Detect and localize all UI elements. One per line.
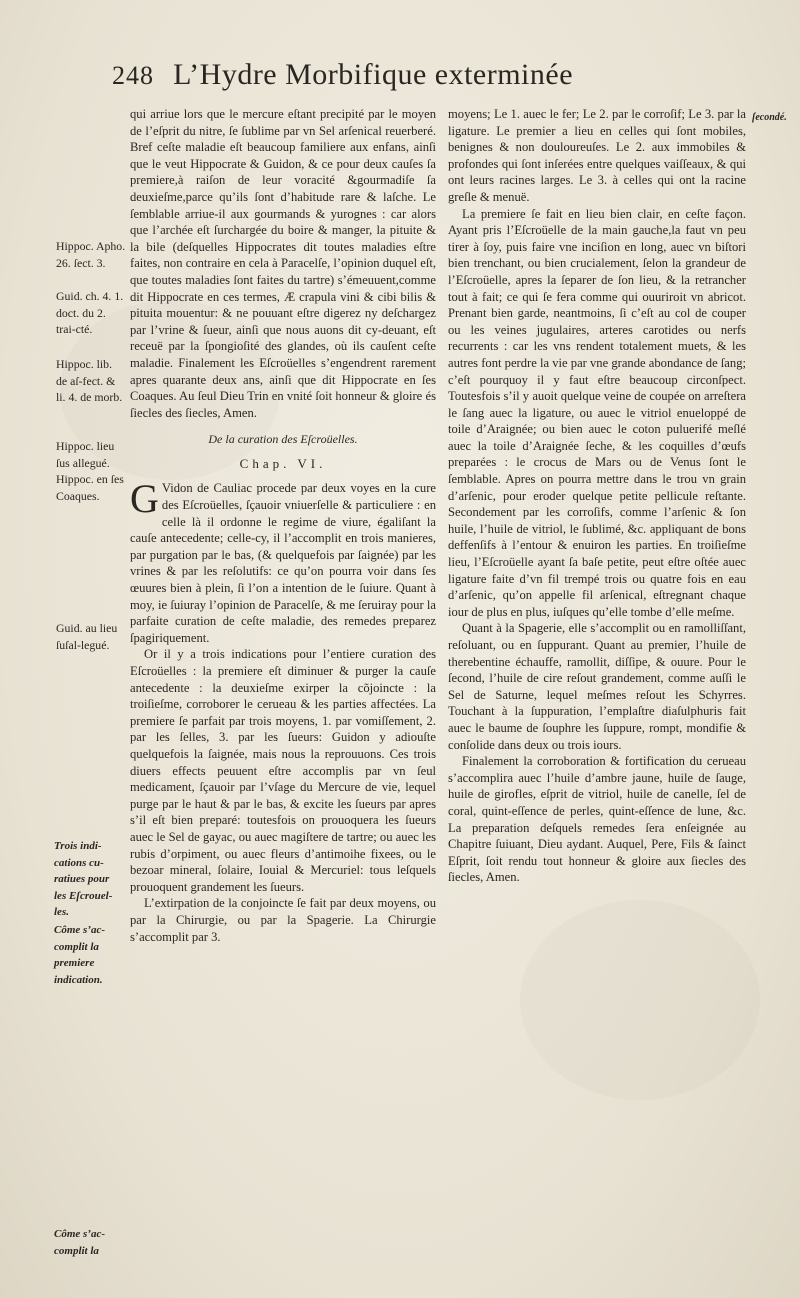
margin-note: Côme s’ac-complit la premiere indication. [54,924,106,986]
paragraph: La premiere ſe fait en lieu bien clair, en ceſte façon. Ayant pris l’Eſcroüelle de la main gauche,la faut vn peu tirer à ſoy, puis faire vne inciſion en long, auec vn biſtori bien trenchant, ou bien crucialement, ſelon la grandeur de l’Eſcroüelle, apres la ſeparer de ſon lieu, & la retrancher tout à fait; ce qui ſe fera comme qui ouuriroit vn abricot. Prenant bien garde, neantmoins, ſi c’eſt au col de couper ou les veines jugulaires, arteres carotides ou nerfs recurrents : car les vns rendent totalement muets, & les autres font perdre la vie par vne grande abondance de ſang; c’eſt pourquoy il y faut eſtre beaucoup circonſpect. Toutesfois s’il y auoit quelque veine de coupée on arreſtera le ſang auec la ligature, ou auec le vitriol enueloppé de toile d’Araignée; ou bien auec le coton puluerifé meſlé auec la toile d’Araignée ſeche, & les coquilles d’œufs preparées : le crocus de Mars ou de Venus ſont le ſemblable. Apres on pourra mettre dans le trou vn grain d’arſenic, pour eroder quelque petite pellicule reſtante. Secondement par les corroſifs, comme l’arſenic & ſon huile, l’huile de vitriol, le ſublimé, &c. appliquant de bons deffenſifs à l’entour & enuiron les parties. En troiſieſme lieu, l’Eſcroüelle ayant ſa baſe petite, peut eſtre oſtée auec ligature faite d’vn fil trempé trois ou quatre fois en eau d’arſenic, qu’on appelle fil arſenical, eſtregnant chaque iour de plus en plus, iuſques qu’elle tombe d’elle meſme. [448,206,746,619]
running-title: L’Hydre Morbifique exterminée [173,58,574,91]
paragraph: Or il y a trois indications pour l’entiere curation des Eſcroüelles : la premiere eſt diminuer & purger la cauſe antecedente : la deuxieſme exirper la cõjoincte : la troiſieſme, corroborer le cerueau & les parties affectées. La premiere ſe parfait par trois moyens, 1. par vomiſſement, 2. par les ſelles, 3. par les ſueurs: Guidon y adiouſte quelquefois la ſaignée, mais nous la reprouuons. Ces trois diuers effects peuuent eſtre accomplis par vn ſeul medicament, ſçauoir par l’vſage du Mercure de vie, lequel purge par le haut & par le bas, & excite les ſueurs par apres s’il eſt bien preparé: toutesfois on prouoquera les ſueurs auec le Sel de gayac, ou auec magiſtere de tartre; ou auec les rubis d’orpiment, ou auec fleurs d’antimoihe fixees, ou le bezoar mineral, ſolaire, Iouial & Mercuriel: tous leſquels prouoquent grandement les ſueurs. [130,647,436,894]
paragraph: Finalement la corroboration & fortification du cerueau s’accomplira auec l’huile d’ambre jaune, huile de ſauge, huile de girofles, eſprit de vitriol, huile de canelle, ſel de coral, quint-eſſence de perles, quint-eſſence de lune, &c. La preparation deſquels remedes ſera enſeignée au Chapitre ſuiuant, Dieu aydant. Auquel, Pere, Fils & ſainct Eſprit, ſoit rendu tout honneur & gloire aux ſiecles des ſiecles, Amen. [448,754,746,885]
chapter-heading: Chap. VI. [239,455,327,471]
margin-note: Hippoc. lib. de aſ-fect. & li. 4. de morb. [56,357,123,405]
page-number: 248 [112,61,154,90]
page-header [112,58,752,98]
left-column [130,106,436,945]
right-column [448,106,746,886]
right-margin-note: ſecondé. [752,112,787,123]
margin-note: Hippoc. Apho. 26. ſect. 3. [56,239,126,270]
paragraph: Quant à la Spagerie, elle s’accomplit ou en ramolliſſant, reſoluant, ou en ſuppurant. Quant au premier, l’huile de therebentine échauffe, ramollit, diſſipe, & ouure. Pour le ſecond, l’huile de cire reſout grandement, comme auſſi le Sel de Saturne, lequel meſmes reſout les Schyrres. Touchant à la ſuppuration, l’emplaſtre diaſulphuris fait auec le baume de ſouphre les ſuppure, rompt, mondifie & conſolide dans deux ou trois iours. [448,621,746,752]
paragraph-text: Vidon de Cauliac procede par deux voyes en la cure des Eſcroüelles, ſçauoir vniuerſelle & particuliere : en celle là il ordonne le regime de viure, égaliſant la cauſe antecedente; celle-cy, il l’accomplit en trois manieres, par purgation par le bas, (& quelquefois par ſaignée) par les vrines & par les reſolutifs: ce qu’on pourra voir dans ſes œuures bien à plein, ſi l’on a intention de le ſuiure. Quant à moy, ie ſuiuray l’opinion de Paracelſe, & me ſeruiray pour la parfaite curation de ceſte maladie, des remedes preparez ſpagiriquement. [130,481,436,645]
margin-note: Hippoc. lieu ſus allegué. Hippoc. en ſes Coaques. [56,439,124,503]
paragraph: moyens; Le 1. auec le fer; Le 2. par le corroſif; Le 3. par la ligature. Le premier a lieu en celles qui ſont mobiles, benignes & non douloureuſes. Le 2. aux immobiles & profondes qui ſont inſerées entre quelques vaiſſeaux, & qui ont leurs racines larges. Le 3. à celles qui ont la racine greſle & menuë. [448,107,746,204]
paper-stain [520,900,760,1100]
paragraph [130,476,436,646]
paragraph: L’extirpation de la conjoincte ſe fait par deux moyens, ou par la Chirurgie, ou par la Spagerie. La Chirurgie s’accomplit par 3. [130,896,436,944]
margin-note: Guid. au lieu ſuſal-legué. [56,621,118,652]
margin-note: Trois indi-cations cu-ratiues pour les Eſcrouel-les. [54,840,113,919]
margin-note: Guid. ch. 4. 1. doct. du 2. trai-cté. [56,289,124,337]
margin-note: Côme s’ac-complit la [54,1228,106,1257]
paragraph: qui arriue lors que le mercure eſtant precipité par le moyen de l’eſprit du nitre, ſe ſublime par vn Sel arſenical reuerberé. Bref ceſte maladie eſt beaucoup familiere aux enfans, ainſi que le veut Hippocrate & Guidon, & ce pour deux cauſes ſa premiere,à raiſon de leur voracité &gourmadiſe ſa deuxieſme,parce qu’ils ſont d’habitude rare & laſche. Le ſemblable arriue-il aux gourmands & yurognes : car alors que l’archée eſt ſurchargée du boire & manger, la pituite & la bile (deſquelles Hippocrates dit toutes maladies eſtre faites, non contraire en cela à Paracelſe, l’opinion duquel eſt, que toutes maladies ſont faites du tartre) s’émeuuent,comme dit Hippocrate en ces termes, Æ crapula vini & cibi bilis & pituita mouentur: & ne pouuant eſtre digerez ny deſchargez par l’vrine & ſueur, ainſi que nous auons dit cy-deuant, eſt receuë par la ſpongioſité des glandes, où ils cauſent ceſte maladie. Finalement les Eſcroüelles s’engendrent rarement apres quarante deux ans, ainſi que dit Hippocrate en ſes Coaques. Au ſeul Dieu Trin en vnité ſoit honneur & gloire és ſiecles des ſiecles, Amen. [130,107,436,420]
drop-cap: G [130,476,159,522]
section-title: De la curation des Eſcroüelles. [208,432,358,447]
